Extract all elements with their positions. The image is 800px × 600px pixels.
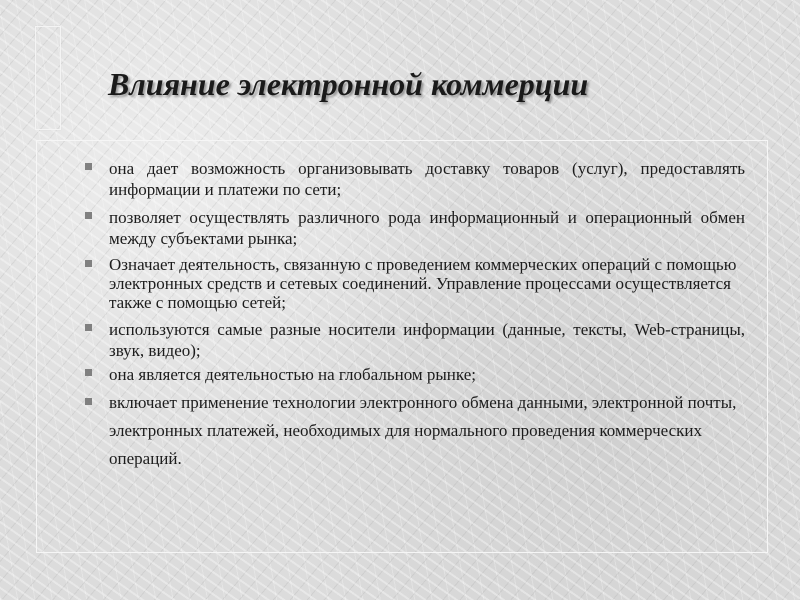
bullet-text: Означает деятельность, связанную с проведением коммерческих операций с помощью электронных средств и сетевых соединений. Управление процессами осуществляется также с помощью сетей; bbox=[109, 255, 737, 312]
square-bullet-icon bbox=[85, 369, 92, 376]
square-bullet-icon bbox=[85, 324, 92, 331]
title-decor-frame bbox=[35, 26, 61, 130]
bullet-text: она является деятельностью на глобальном рынке; bbox=[109, 365, 477, 384]
bullet-text: она дает возможность организовывать доставку товаров (услуг), предоставлять информации и платежи по сети; bbox=[109, 159, 745, 199]
square-bullet-icon bbox=[85, 260, 92, 267]
square-bullet-icon bbox=[85, 212, 92, 219]
slide-title: Влияние электронной коммерции bbox=[108, 66, 589, 102]
bullet-item bbox=[84, 158, 745, 200]
bullet-item bbox=[84, 255, 745, 312]
square-bullet-icon bbox=[85, 163, 92, 170]
bullet-item bbox=[84, 207, 745, 249]
square-bullet-icon bbox=[85, 398, 92, 405]
bullet-item bbox=[84, 319, 745, 361]
bullet-text: включает применение технологии электронного обмена данными, электронной почты, электронных платежей, необходимых для нормального проведения коммерческих операций. bbox=[109, 393, 737, 468]
bullet-text: позволяет осуществлять различного рода информационный и операционный обмен между субъектами рынка; bbox=[109, 208, 745, 248]
bullet-item bbox=[84, 389, 745, 473]
bullet-text: используются самые разные носители информации (данные, тексты, Web-страницы, звук, видео); bbox=[109, 320, 745, 360]
bullet-item bbox=[84, 364, 745, 385]
bullet-list bbox=[84, 158, 745, 473]
